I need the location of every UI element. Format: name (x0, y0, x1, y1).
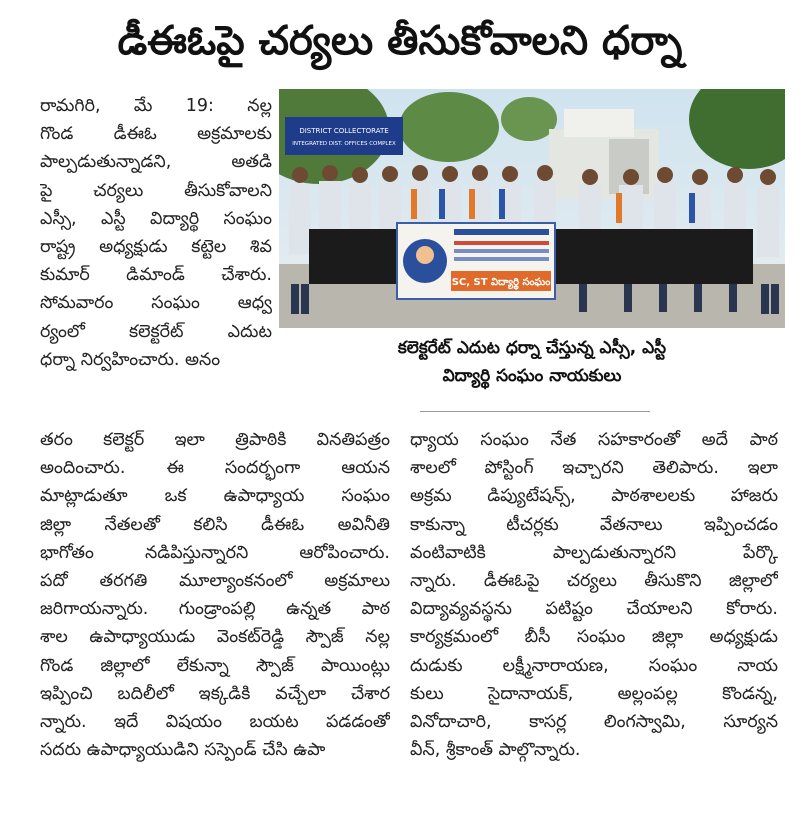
article-line: రాష్ట్ర అధ్యక్షుడు కట్టెల శివ (40, 236, 272, 257)
article-line: న్నారు. డీఈఓపై చర్యలు తీసుకొని జిల్లాలో (410, 570, 778, 591)
sign-line-1: DISTRICT COLLECTORATE (299, 127, 389, 135)
article-line: కాకున్నా టీచర్లకు వేతనాలు ఇప్పించడం (410, 514, 778, 535)
article-line: పాల్పడుతున్నాడని, అతడి (40, 152, 272, 173)
article-line: శాలలో పోస్టింగ్ ఇచ్చారని తెలిపారు. ఇలా (410, 458, 778, 479)
article-line: జరిగాయన్నారు. గుండ్రాంపల్లి ఉన్నత పాఠ (40, 599, 390, 620)
article-line: వంటివాటికి పాల్పడుతున్నారని పేర్కొ (410, 542, 778, 563)
article-line: కుమార్ డిమాండ్ చేశారు. (40, 265, 272, 286)
protest-photo (279, 89, 785, 328)
caption-line-2: విద్యార్థి సంఘం నాయకులు (442, 366, 622, 386)
article-line: ఎస్సీ, ఎస్టీ విద్యార్థి సంఘం (40, 208, 272, 229)
article-line: అక్రమ డిప్యుటేషన్స్, పాఠశాలలకు హాజరు (410, 486, 778, 507)
article-line: పై చర్యలు తీసుకోవాలని (40, 180, 272, 201)
caption-divider (420, 411, 650, 412)
article-line: న్నారు. ఇదే విషయం బయట పడడంతో (40, 711, 390, 732)
headline: డీఈఓపై చర్యలు తీసుకోవాలని ధర్నా (117, 18, 683, 64)
article-line: గొండ డీఈఓ అక్రమాలకు (40, 124, 272, 145)
article-line: తరం కలెక్టర్ ఇలా త్రిపాఠికి వినతిపత్రం (40, 430, 390, 450)
article-column-top (40, 92, 272, 374)
article-line: వినోదాచారి, కాసర్ల లింగస్వామి, సూర్యన (410, 711, 778, 732)
article-line: ధర్నా నిర్వహించారు. అనం (40, 349, 221, 370)
article-line: గొండ జిల్లాలో లేకున్నా స్పౌజ్ పాయింట్లు (40, 655, 390, 676)
article-line: వీన్, శ్రీకాంత్ పాల్గొన్నారు. (410, 740, 581, 761)
article-line: రామగిరి, మే 19: నల్ల (40, 96, 272, 116)
article-line: అందించారు. ఈ సందర్భంగా ఆయన (40, 458, 390, 479)
article-line: దుడుకు లక్ష్మీనారాయణ, సంఘం నాయ (410, 655, 778, 676)
banner-text: SC, ST విద్యార్థి సంఘం (451, 277, 551, 288)
sign-line-2: INTEGRATED DIST. OFFICES COMPLEX (292, 141, 396, 147)
article-column-right (410, 426, 778, 764)
article-line: ఇప్పించి బదిలీలో ఇక్కడికి వచ్చేలా చేశార (40, 683, 390, 704)
article-line: కులు సైదానాయక్, అల్లంపల్ల కొండన్న, (410, 683, 778, 704)
article-line: సదరు ఉపాధ్యాయుడిని సస్పెండ్ చేసి ఉపా (40, 740, 326, 761)
article-line: కార్యక్రమంలో బీసీ సంఘం జిల్లా అధ్యక్షుడు (410, 627, 778, 648)
article-line: ర్యంలో కలెక్టరేట్ ఎదుట (40, 321, 272, 342)
article-line: సోమవారం సంఘం ఆధ్వ (40, 293, 272, 314)
article-line: పదో తరగతి మూల్యాంకనంలో అక్రమాలు (40, 570, 390, 591)
article-column-left (40, 426, 390, 764)
protest-photo-illustration (279, 89, 785, 328)
article-line: ధ్యాయ సంఘం నేత సహకారంతో అదే పాఠ (410, 430, 778, 450)
article-line: విద్యావ్యవస్థను పటిష్టం చేయాలని కోరారు. (410, 599, 778, 620)
caption-line-1: కలెక్టరేట్ ఎదుట ధర్నా చేస్తున్న ఎస్సీ, ఎస్టీ (397, 338, 667, 358)
photo-caption (285, 334, 779, 390)
article-line: భాగోతం నడిపిస్తున్నారని ఆరోపించారు. (40, 542, 390, 563)
article-line: జిల్లా నేతలతో కలిసి డీఈఓ అవినీతి (40, 514, 390, 535)
article-line: శాల ఉపాధ్యాయుడు వెంకట్‌రెడ్డి స్పౌజ్ నల్ల (40, 627, 390, 648)
article-line: మాట్లాడుతూ ఒక ఉపాధ్యాయ సంఘం (40, 486, 390, 507)
